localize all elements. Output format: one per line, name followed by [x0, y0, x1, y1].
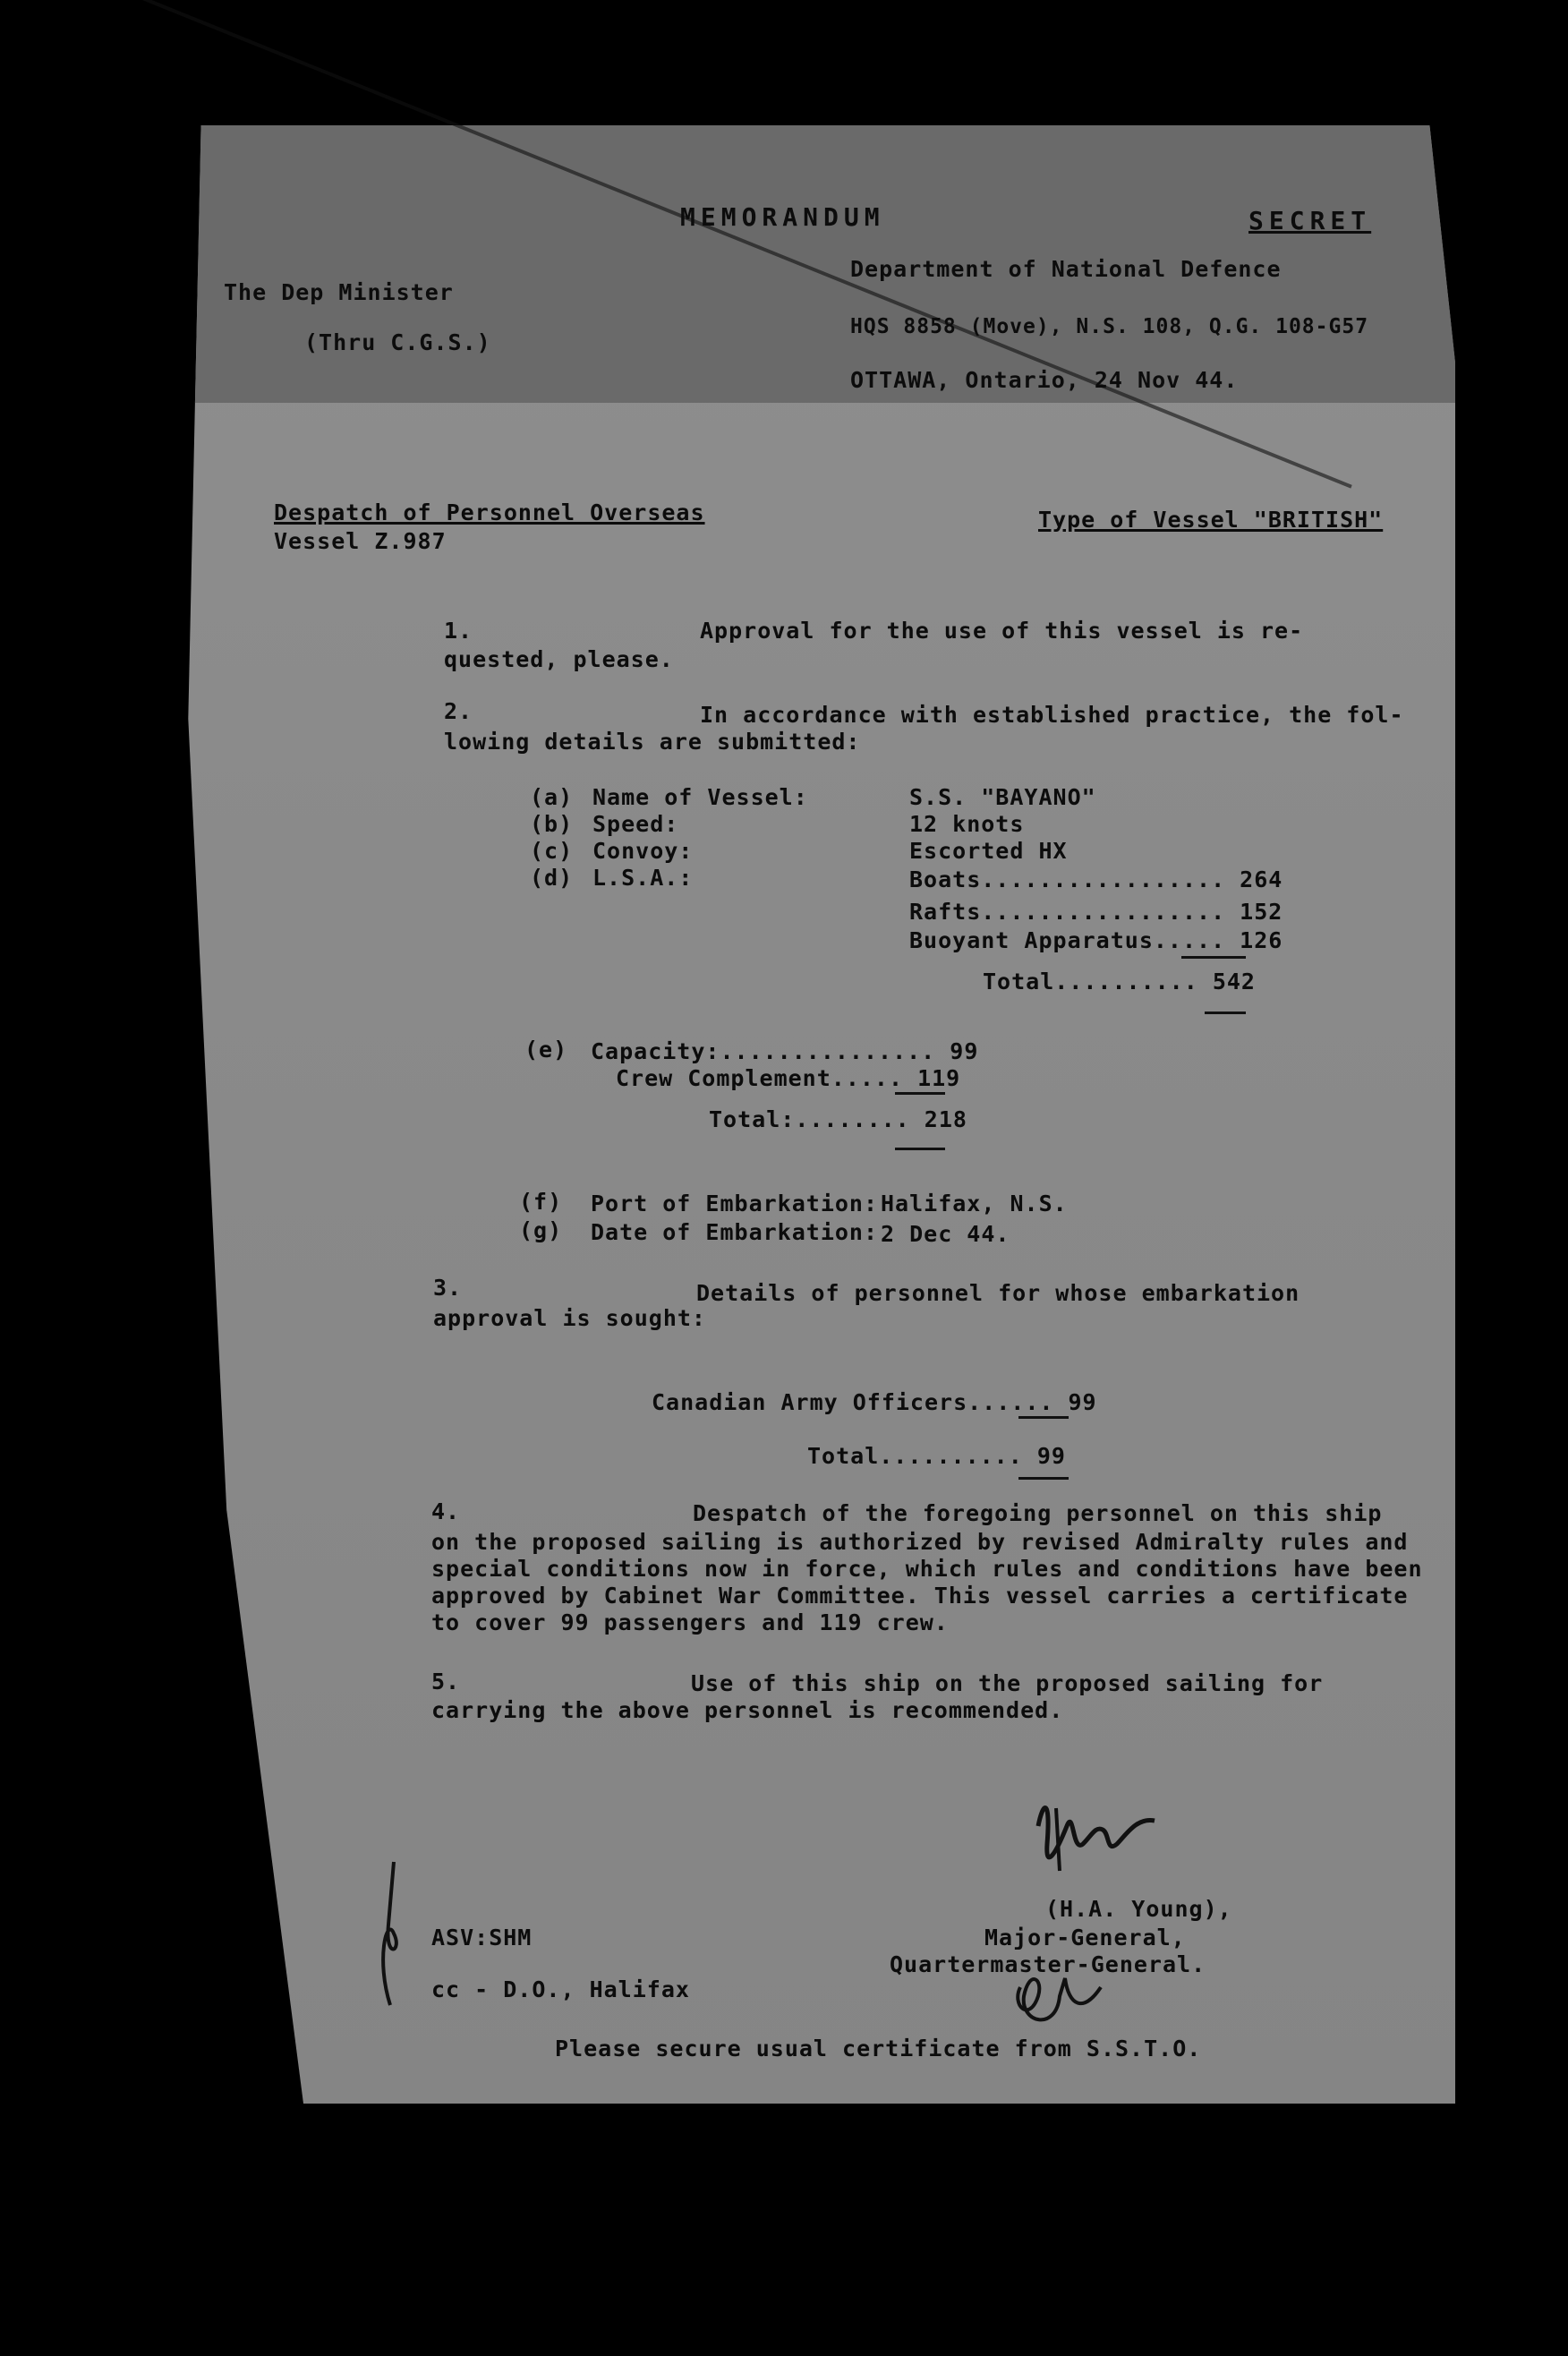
- capacity-total: Total:........ 218: [709, 1106, 967, 1132]
- personnel-total-rule: [1018, 1477, 1069, 1480]
- capacity-subtotal-rule: [895, 1092, 945, 1095]
- detail-b-label: (b): [530, 811, 574, 837]
- para3-line2: approval is sought:: [433, 1305, 706, 1331]
- para3-number: 3.: [433, 1275, 463, 1301]
- capacity-line: Capacity:............... 99: [591, 1038, 979, 1064]
- para5-line2: carrying the above personnel is recommended.: [431, 1697, 1064, 1723]
- handwritten-signature: [1020, 1790, 1190, 1898]
- para4-line4: approved by Cabinet War Committee. This vessel carries a certificate: [431, 1583, 1409, 1609]
- detail-f-key: Port of Embarkation:: [591, 1191, 879, 1216]
- to-sub-line: (Thru C.G.S.): [304, 329, 491, 355]
- para4-line2: on the proposed sailing is authorized by revised Admiralty rules and: [431, 1529, 1409, 1555]
- para1-number: 1.: [444, 618, 473, 644]
- lsa-boats: Boats................. 264: [909, 866, 1283, 892]
- para4-line3: special conditions now in force, which rules and conditions have been: [431, 1556, 1423, 1582]
- margin-initial-mark: [367, 1853, 421, 2014]
- detail-a-label: (a): [530, 784, 574, 810]
- detail-d-label: (d): [530, 865, 574, 891]
- lsa-buoyant: Buoyant Apparatus..... 126: [909, 927, 1283, 953]
- lsa-total: Total.......... 542: [983, 969, 1256, 994]
- subject-left-line2: Vessel Z.987: [274, 528, 447, 554]
- detail-b-key: Speed:: [592, 811, 679, 837]
- para2-line1: In accordance with established practice, the fol-: [700, 702, 1404, 728]
- lsa-total-rule: [1205, 1012, 1246, 1014]
- crew-complement-line: Crew Complement..... 119: [616, 1065, 961, 1091]
- lsa-rafts: Rafts................. 152: [909, 899, 1283, 925]
- officers-line: Canadian Army Officers...... 99: [652, 1389, 1097, 1415]
- detail-g-label: (g): [519, 1217, 563, 1243]
- detail-d-key: L.S.A.:: [592, 865, 694, 891]
- lsa-subtotal-rule: [1181, 956, 1246, 959]
- para5-line1: Use of this ship on the proposed sailing for: [691, 1670, 1324, 1696]
- para1-line1: Approval for the use of this vessel is re-: [700, 618, 1304, 644]
- copy-to-line: cc - D.O., Halifax: [431, 1976, 690, 2002]
- typist-initials: ASV:SHM: [431, 1925, 533, 1951]
- signatory-title: Quartermaster-General.: [890, 1951, 1206, 1977]
- detail-b-value: 12 knots: [909, 811, 1025, 837]
- subject-right: Type of Vessel "BRITISH": [1038, 507, 1384, 533]
- detail-c-label: (c): [530, 838, 574, 864]
- reference-line: HQS 8858 (Move), N.S. 108, Q.G. 108-G57: [850, 315, 1369, 338]
- para4-line5: to cover 99 passengers and 119 crew.: [431, 1609, 949, 1635]
- detail-g-value: 2 Dec 44.: [881, 1221, 1010, 1247]
- para5-number: 5.: [431, 1669, 461, 1694]
- para4-number: 4.: [431, 1498, 461, 1524]
- department-line: Department of National Defence: [850, 256, 1282, 282]
- detail-e-label: (e): [524, 1037, 568, 1063]
- classification-stamp: SECRET: [1248, 206, 1372, 235]
- para2-line2: lowing details are submitted:: [444, 729, 861, 755]
- handwritten-note: Please secure usual certificate from S.S.T.O.: [555, 2036, 1202, 2062]
- subject-left-line1: Despatch of Personnel Overseas: [274, 499, 705, 525]
- para1-line2: quested, please.: [444, 646, 674, 672]
- para2-number: 2.: [444, 698, 473, 724]
- to-line: The Dep Minister: [224, 279, 454, 305]
- detail-a-key: Name of Vessel:: [592, 784, 808, 810]
- place-date-line: OTTAWA, Ontario, 24 Nov 44.: [850, 367, 1239, 393]
- signatory-name: (H.A. Young),: [1045, 1896, 1232, 1922]
- detail-a-value: S.S. "BAYANO": [909, 784, 1096, 810]
- signatory-rank: Major-General,: [984, 1925, 1186, 1951]
- detail-f-value: Halifax, N.S.: [881, 1191, 1068, 1216]
- detail-c-value: Escorted HX: [909, 838, 1068, 864]
- detail-c-key: Convoy:: [592, 838, 694, 864]
- handwritten-initials: [1002, 1960, 1119, 2041]
- detail-f-label: (f): [519, 1189, 563, 1215]
- personnel-total: Total.......... 99: [807, 1443, 1066, 1469]
- officers-rule: [1018, 1416, 1069, 1419]
- para3-line1: Details of personnel for whose embarkation: [696, 1280, 1300, 1306]
- memo-title: MEMORANDUM: [680, 202, 885, 232]
- capacity-total-rule: [895, 1148, 945, 1150]
- para4-line1: Despatch of the foregoing personnel on this ship: [693, 1500, 1383, 1526]
- detail-g-key: Date of Embarkation:: [591, 1219, 879, 1245]
